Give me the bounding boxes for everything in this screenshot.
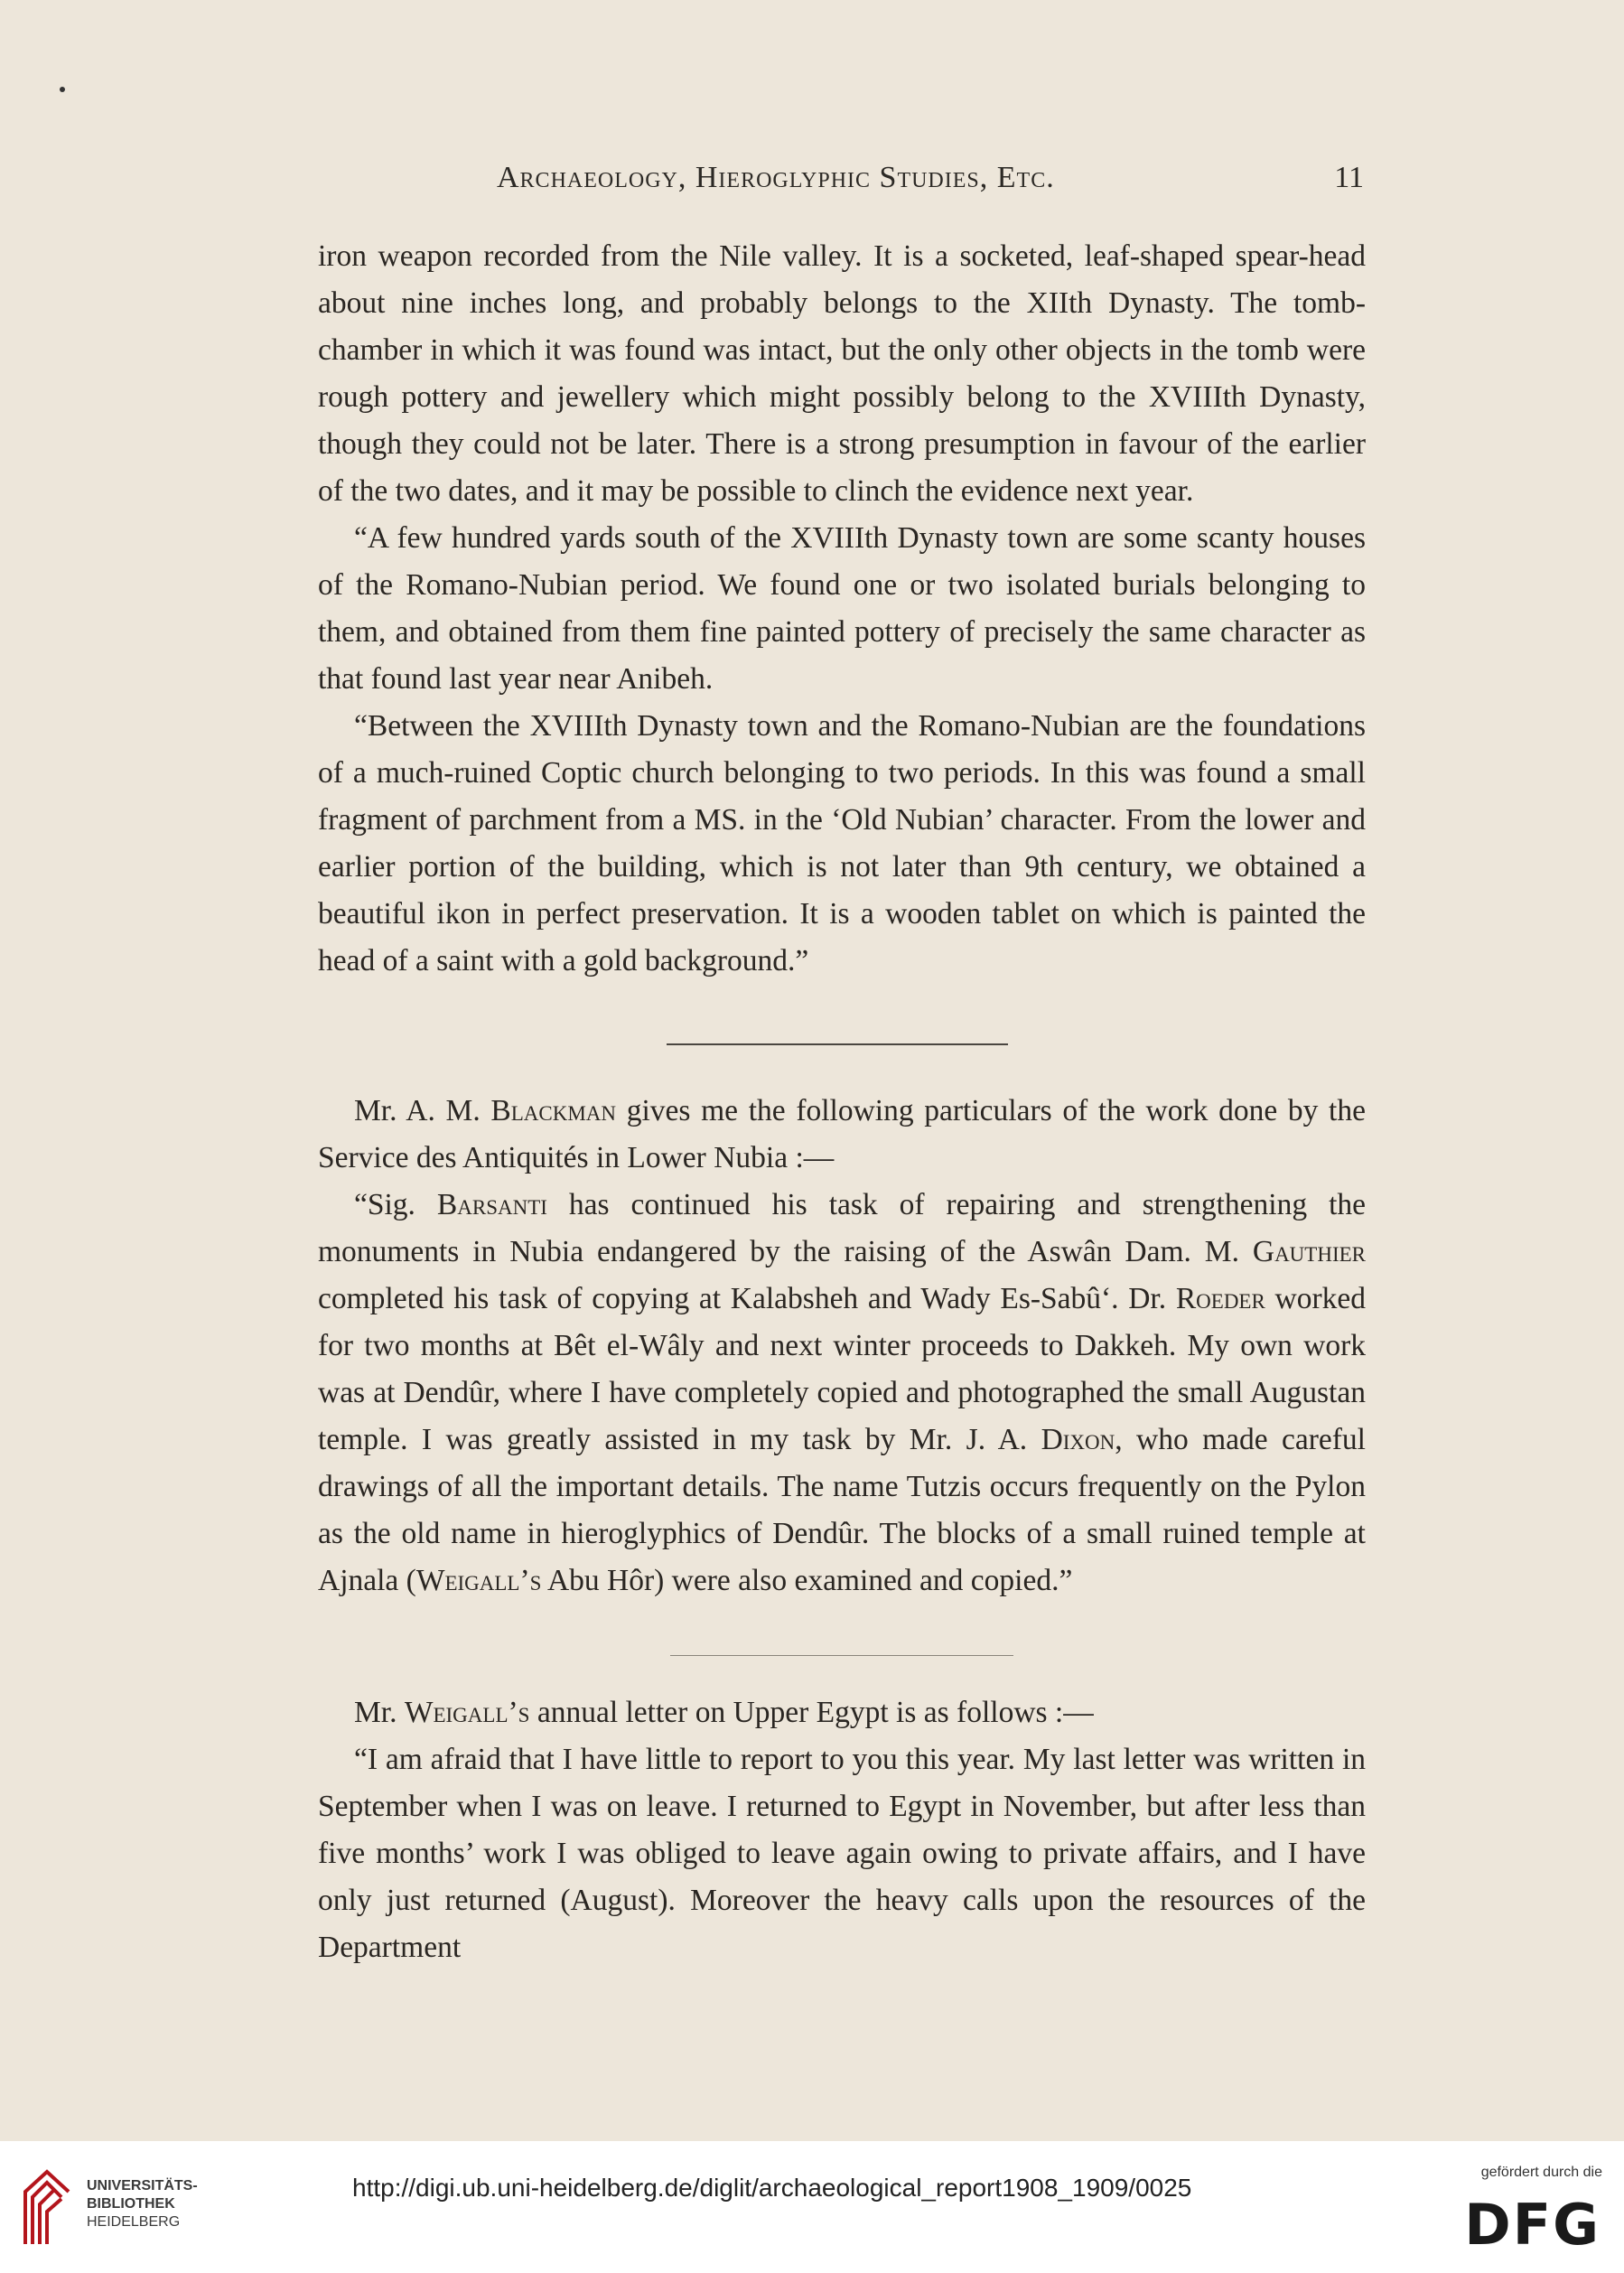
person-name-roeder: Roeder xyxy=(1175,1282,1265,1315)
running-head xyxy=(316,161,1364,204)
dfg-logo-icon: DFG xyxy=(1464,2192,1601,2258)
library-name-line: BIBLIOTHEK xyxy=(87,2196,175,2212)
section-lower-nubia xyxy=(318,1088,1366,1604)
person-name-gauthier: Gauthier xyxy=(1252,1235,1366,1268)
running-head-title: Archaeology, Hieroglyphic Studies, Etc. xyxy=(497,161,1055,194)
section-divider-2 xyxy=(670,1655,1013,1656)
text-run: Mr. A. M. xyxy=(354,1094,491,1127)
section-ikon-report xyxy=(318,233,1366,985)
library-name-line: HEIDELBERG xyxy=(87,2214,181,2230)
section-divider-1 xyxy=(667,1043,1008,1045)
paragraph-spear-head: iron weapon recorded from the Nile valley. It is a socketed, leaf-shaped spear-head about nine inches long, and probably belongs to the XIIth Dynasty. The tomb-chamber in which it was found was intact, but the only other objects in the tomb were rough pottery and jewellery which might possibly belong to the XVIIIth Dynasty, though they could not be later. There is a strong presumption in favour of the earlier of the two dates, and it may be possible to clinch the evidence next year. xyxy=(318,239,1366,508)
text-run: worked for two months at Bêt el-Wâly and next winter proceeds to Dakkeh. My own work was at Dendûr, where I have completely copied and photographed the small Augustan temple. I was greatly assisted in my task by Mr. J. A. xyxy=(318,1282,1366,1456)
text-run: annual letter on Upper Egypt is as follows :— xyxy=(529,1696,1094,1729)
paragraph-blackman-intro xyxy=(318,1088,1366,1182)
permalink-url[interactable]: http://digi.ub.uni-heidelberg.de/diglit/archaeological_report1908_1909/0025 xyxy=(352,2174,1192,2202)
digitization-footer xyxy=(0,2141,1624,2273)
person-name-weigall: Weigall’s xyxy=(415,1564,542,1597)
paragraph-weigall-letter: “I am afraid that I have little to report to you this year. My last letter was written in September when I was on leave. I returned to Egypt in November, but after less than five months’ work I was obliged to leave again owing to private affairs, and I have only just returned (August). Moreover the heavy calls upon the resources of the Department xyxy=(318,1743,1366,1964)
person-name-blackman: Blackman xyxy=(490,1094,617,1127)
library-name-line: UNIVERSITÄTS- xyxy=(87,2178,198,2193)
paragraph-romano-nubian: “A few hundred yards south of the XVIIIth Dynasty town are some scanty houses of the Romano-Nubian period. We found one or two isolated burials belonging to them, and obtained from them fine painted pottery of precisely the same character as that found last year near Anibeh. xyxy=(318,521,1366,696)
scan-speck xyxy=(60,87,65,92)
text-run: Abu Hôr) were also examined and copied.” xyxy=(541,1564,1073,1597)
text-run: , who made careful drawings of all the important details. The name Tutzis occurs frequently on the Pylon as the old name in hieroglyphics of Dendûr. The blocks of a small ruined temple at Ajnala ( xyxy=(318,1423,1366,1597)
funding-caption: gefördert durch die xyxy=(1480,2165,1602,2180)
person-name-dixon: Dixon xyxy=(1041,1423,1115,1456)
section-upper-egypt xyxy=(318,1689,1366,1971)
text-run: gives me the following particulars of the work done by the Service des Antiquités in Lower Nubia :— xyxy=(318,1094,1366,1174)
paragraph-barsanti-report xyxy=(318,1182,1366,1604)
person-name-barsanti: Barsanti xyxy=(436,1188,547,1221)
person-name-weigall: Weigall’s xyxy=(404,1696,530,1729)
library-name xyxy=(87,2177,198,2231)
text-run: “Sig. xyxy=(354,1188,437,1221)
paragraph-weigall-intro xyxy=(318,1689,1366,1736)
page-number: 11 xyxy=(1334,161,1364,194)
text-run: completed his task of copying at Kalabsheh and Wady Es-Sabû‘. Dr. xyxy=(318,1282,1176,1315)
text-run: Mr. xyxy=(354,1696,405,1729)
text-run: has continued his task of repairing and strengthening the monuments in Nubia endangered by the raising of the Aswân Dam. M. xyxy=(318,1188,1366,1268)
ub-heidelberg-logo-icon xyxy=(18,2165,76,2251)
paragraph-coptic-church: “Between the XVIIIth Dynasty town and the Romano-Nubian are the foundations of a much-ruined Coptic church belonging to two periods. In this was found a small fragment of parchment from a MS. in the ‘Old Nubian’ character. From the lower and earlier portion of the building, which is not later than 9th century, we obtained a beautiful ikon in perfect preservation. It is a wooden tablet on which is painted the head of a saint with a gold background.” xyxy=(318,709,1366,977)
